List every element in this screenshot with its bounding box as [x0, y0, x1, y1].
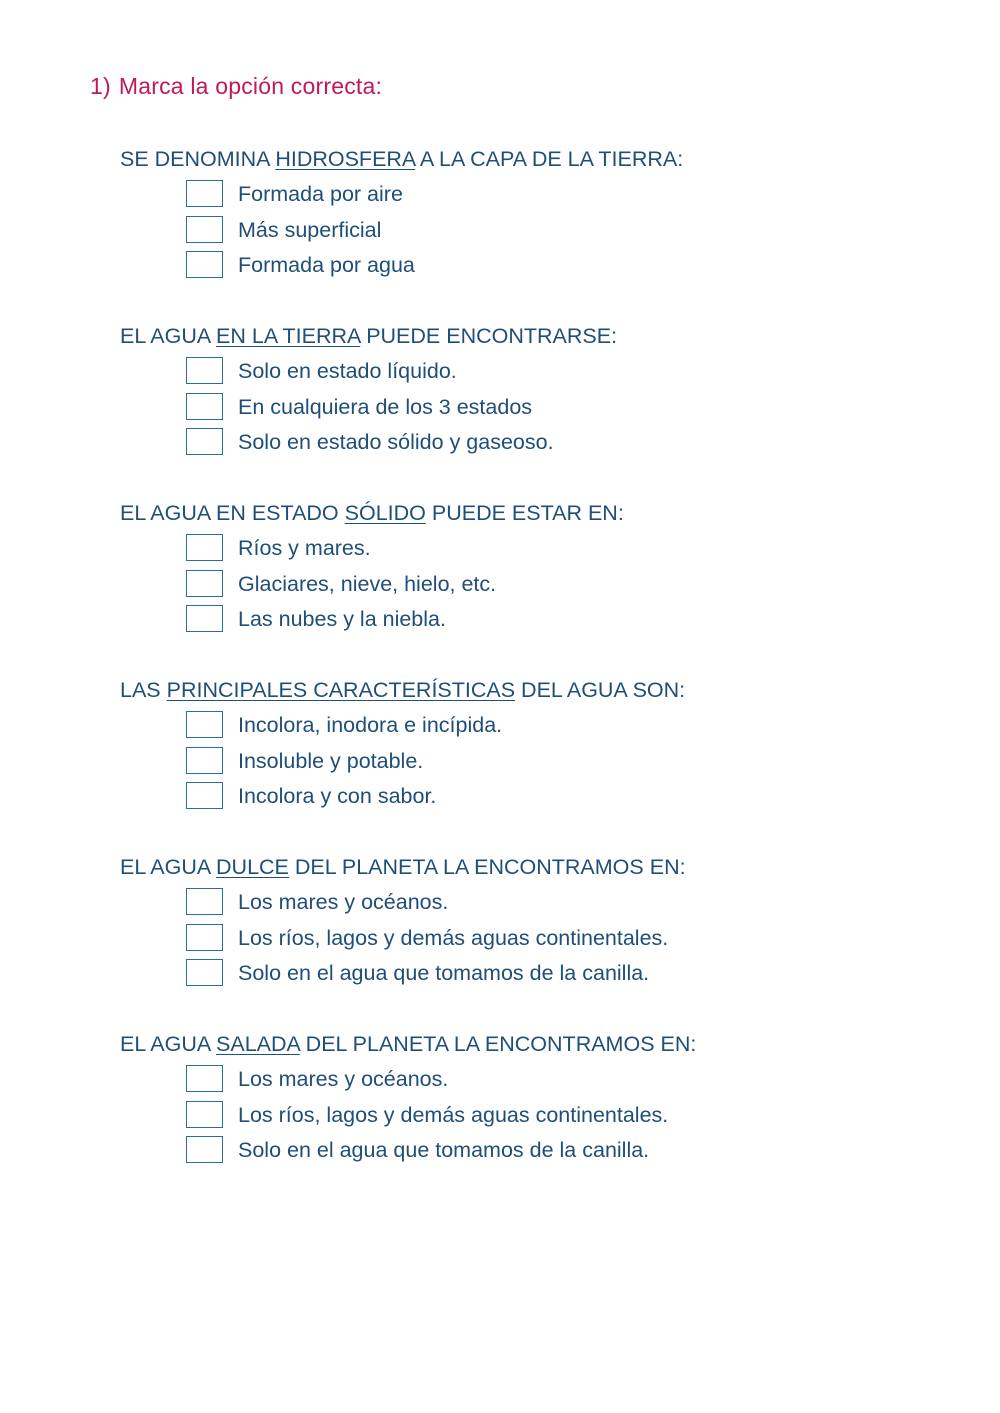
option-label: Ríos y mares. — [238, 536, 371, 560]
option-item — [120, 1098, 940, 1134]
option-label: Formada por agua — [238, 253, 415, 277]
question-title-text: EL AGUA — [120, 324, 217, 348]
question-6 — [120, 1026, 940, 1169]
option-checkbox[interactable] — [186, 216, 223, 243]
option-checkbox[interactable] — [186, 747, 223, 774]
question-title-keyword: DULCE — [216, 855, 289, 879]
option-item — [120, 248, 940, 284]
question-title — [120, 495, 940, 531]
question-title-keyword: HIDROSFERA — [275, 147, 416, 171]
option-label: Solo en el agua que tomamos de la canilla. — [238, 1138, 650, 1162]
question-title-text: DEL PLANETA LA ENCONTRAMOS EN: — [288, 855, 686, 879]
question-title — [120, 318, 940, 354]
option-label: Incolora y con sabor. — [238, 784, 437, 808]
question-title-keyword: SÓLIDO — [344, 501, 426, 525]
option-label: Solo en estado líquido. — [238, 359, 457, 383]
option-label: Más superficial — [238, 217, 382, 242]
question-title — [120, 849, 940, 885]
option-checkbox[interactable] — [186, 534, 223, 561]
option-checkbox[interactable] — [186, 570, 223, 597]
option-item — [120, 354, 940, 390]
option-item — [120, 425, 940, 461]
question-title-text: DEL AGUA SON: — [515, 678, 686, 702]
question-title-text: LAS — [120, 678, 167, 702]
option-checkbox[interactable] — [186, 711, 223, 738]
option-label: Insoluble y potable. — [238, 748, 424, 773]
question-1 — [120, 141, 940, 284]
question-title-text: PUEDE ENCONTRARSE: — [360, 324, 618, 348]
option-label: Los mares y océanos. — [238, 1067, 449, 1091]
option-item — [120, 1133, 940, 1169]
option-checkbox[interactable] — [186, 428, 223, 455]
question-3 — [120, 495, 940, 638]
question-title — [120, 672, 940, 708]
option-item — [120, 956, 940, 992]
option-item — [120, 602, 940, 638]
option-checkbox[interactable] — [186, 605, 223, 632]
option-label: Glaciares, nieve, hielo, etc. — [238, 571, 497, 596]
instruction-number: 1) — [90, 73, 111, 99]
option-item — [120, 213, 940, 249]
option-label: Los mares y océanos. — [238, 890, 449, 914]
question-title-text: PUEDE ESTAR EN: — [425, 501, 624, 525]
question-5 — [120, 849, 940, 992]
option-label: Los ríos, lagos y demás aguas continentales. — [238, 1102, 669, 1127]
option-item — [120, 744, 940, 780]
question-title-text: A LA CAPA DE LA TIERRA: — [415, 147, 684, 171]
option-item — [120, 779, 940, 815]
question-4 — [120, 672, 940, 815]
option-checkbox[interactable] — [186, 393, 223, 420]
option-item — [120, 390, 940, 426]
instruction — [90, 73, 382, 100]
option-label: Solo en el agua que tomamos de la canilla. — [238, 961, 650, 985]
option-item — [120, 708, 940, 744]
option-checkbox[interactable] — [186, 888, 223, 915]
question-title-text: EL AGUA EN ESTADO — [120, 501, 345, 525]
option-item — [120, 177, 940, 213]
option-checkbox[interactable] — [186, 1136, 223, 1163]
question-title-text: SE DENOMINA — [120, 147, 276, 171]
question-title-text: EL AGUA — [120, 1032, 217, 1056]
option-item — [120, 531, 940, 567]
option-checkbox[interactable] — [186, 924, 223, 951]
option-item — [120, 567, 940, 603]
option-label: Solo en estado sólido y gaseoso. — [238, 430, 554, 454]
option-label: Incolora, inodora e incípida. — [238, 713, 503, 737]
question-2 — [120, 318, 940, 461]
option-label: Los ríos, lagos y demás aguas continentales. — [238, 925, 669, 950]
option-item — [120, 885, 940, 921]
option-item — [120, 921, 940, 957]
option-checkbox[interactable] — [186, 1101, 223, 1128]
option-label: Las nubes y la niebla. — [238, 607, 446, 631]
option-checkbox[interactable] — [186, 1065, 223, 1092]
question-title-keyword: EN LA TIERRA — [216, 324, 361, 348]
option-label: Formada por aire — [238, 182, 403, 206]
question-title-text: DEL PLANETA LA ENCONTRAMOS EN: — [299, 1032, 697, 1056]
question-title — [120, 1026, 940, 1062]
option-item — [120, 1062, 940, 1098]
question-title-text: EL AGUA — [120, 855, 217, 879]
option-checkbox[interactable] — [186, 357, 223, 384]
option-label: En cualquiera de los 3 estados — [238, 394, 533, 419]
question-title-keyword: SALADA — [216, 1032, 300, 1056]
question-title — [120, 141, 940, 177]
option-checkbox[interactable] — [186, 959, 223, 986]
instruction-text: Marca la opción correcta: — [118, 73, 383, 99]
option-checkbox[interactable] — [186, 251, 223, 278]
option-checkbox[interactable] — [186, 180, 223, 207]
option-checkbox[interactable] — [186, 782, 223, 809]
question-title-keyword: PRINCIPALES CARACTERÍSTICAS — [166, 678, 516, 702]
